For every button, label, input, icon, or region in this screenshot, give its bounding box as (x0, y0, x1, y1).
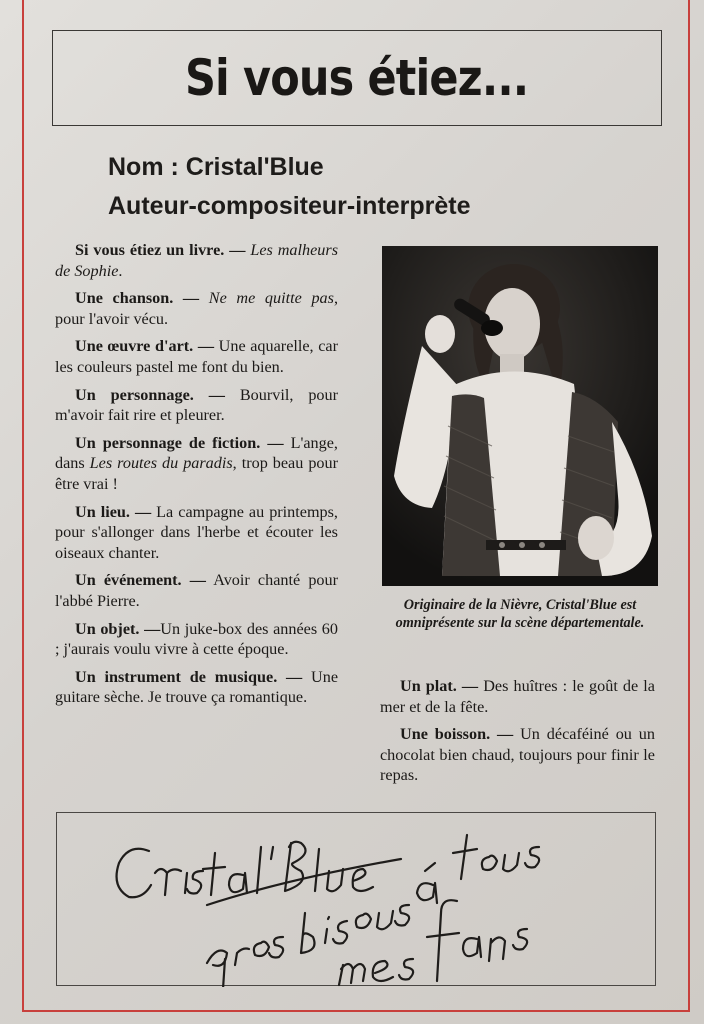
entry-label: Un personnage de fiction. — (75, 433, 284, 452)
right-column (380, 676, 655, 793)
photo-caption: Originaire de la Nièvre, Cristal'Blue est omniprésente sur la scène départementale. (395, 597, 645, 631)
title-box (52, 30, 662, 126)
entry-paragraph (55, 288, 338, 329)
entry-label: Un instrument de musique. — (75, 667, 303, 686)
entry-paragraph (55, 240, 338, 281)
entry-text: , pour l'avoir vécu. (55, 289, 338, 328)
entry-paragraph (55, 619, 338, 660)
entry-italic-text: Les malheurs de Sophie (55, 241, 338, 280)
singer-photo-image (382, 246, 658, 586)
entry-label: Un personnage. — (75, 385, 225, 404)
entry-text: Un juke-box des années 60 ; j'aurais voulu vivre à cette époque. (55, 619, 338, 659)
entry-paragraph (55, 502, 338, 564)
entry-label: Un plat. — (400, 677, 479, 695)
entry-label: Une chanson. — (75, 289, 200, 308)
entry-text: Une guitare sèche. Je trouve ça romantique. (55, 667, 339, 707)
entry-label: Un événement. — (75, 571, 206, 590)
entry-paragraph (380, 724, 655, 786)
entry-paragraph (380, 676, 655, 717)
entry-label: Un objet. — (75, 619, 161, 638)
entry-label: Si vous étiez un livre. — (75, 241, 246, 259)
entry-text: Avoir chanté pour l'abbé Pierre. (55, 571, 338, 610)
entry-text: Une aquarelle, car les couleurs pastel me font du bien. (55, 337, 338, 376)
entry-label: Une boisson. — (400, 725, 514, 744)
page-title: Si vous étiez... (185, 49, 529, 107)
entry-text: , trop beau pour être vrai ! (55, 454, 339, 493)
autograph-box (56, 812, 656, 986)
entry-text: La campagne au printemps, pour s'allonger dans l'herbe et écouter les oiseaux chanter. (55, 502, 338, 562)
entry-label: Un lieu. — (75, 502, 152, 521)
entry-text: Des huîtres : le goût de la mer et de la fête. (380, 677, 655, 716)
left-column (55, 240, 338, 715)
red-border-left (22, 0, 24, 1010)
red-border-bottom (22, 1010, 690, 1012)
entry-text: Un décaféiné ou un chocolat bien chaud, toujours pour finir le repas. (380, 725, 655, 785)
entry-italic-text: Ne me quitte pas (208, 289, 334, 308)
handwritten-autograph (57, 813, 657, 987)
entry-italic-text: Les routes du paradis (89, 454, 233, 473)
entry-text (199, 289, 209, 307)
red-border-right (688, 0, 690, 1010)
entry-paragraph (55, 385, 338, 426)
entry-label: Une œuvre d'art. — (75, 337, 215, 356)
name-heading: Nom : Cristal'Blue (108, 153, 324, 181)
entry-text: . (118, 261, 123, 280)
entry-paragraph (55, 336, 338, 377)
artist-photo (382, 246, 658, 586)
entry-text: Bourvil, pour m'avoir fait rire et pleurer. (55, 385, 339, 425)
entry-paragraph (55, 433, 338, 495)
role-heading: Auteur-compositeur-interprète (108, 192, 471, 220)
entry-text: L'ange, dans (55, 433, 338, 473)
entry-paragraph (55, 667, 338, 708)
entry-paragraph (55, 570, 338, 611)
